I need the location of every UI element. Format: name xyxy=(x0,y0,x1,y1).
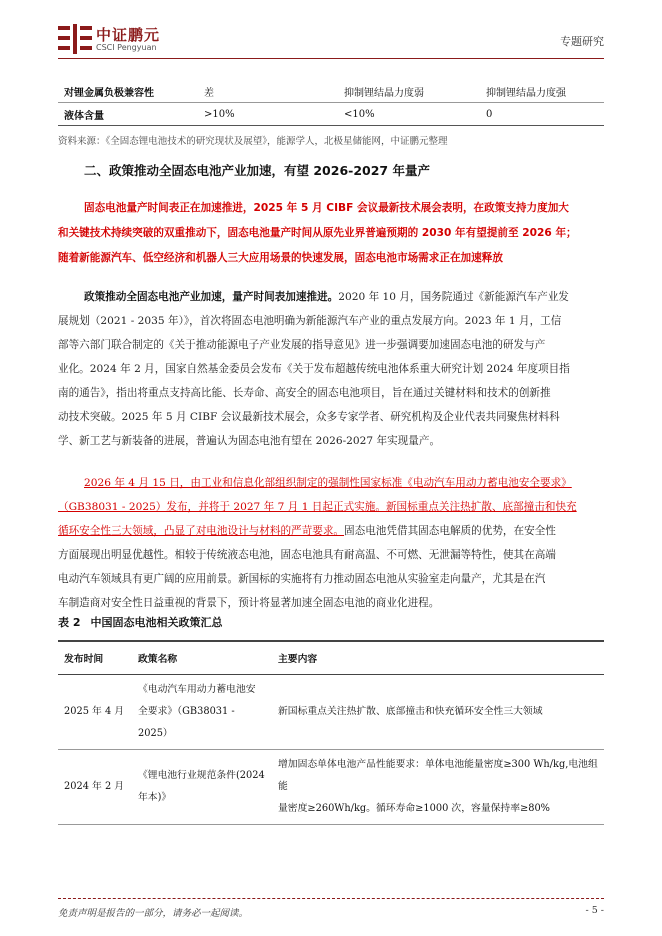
column-header: 政策名称 xyxy=(132,641,272,675)
section-heading: 二、政策推动全固态电池产业加速，有望 2026-2027 年量产 xyxy=(84,163,430,178)
logo-text-en: CSCI Pengyuan xyxy=(96,43,157,52)
table-row xyxy=(58,103,604,126)
table-cell: 差 xyxy=(198,80,338,103)
table-cell xyxy=(272,750,604,825)
table-row xyxy=(58,675,604,750)
paragraph-line: 展规划（2021 - 2035 年）》，首次将固态电池明确为新能源汽车产业的重点发展方向。2023 年 1 月，工信 xyxy=(58,315,562,327)
paragraph-line: 车制造商对安全性日益重视的背景下，预计将显著加速全固态电池的商业化进程。 xyxy=(58,597,440,609)
table-row xyxy=(58,750,604,825)
paragraph-line: 电动汽车领域具有更广阔的应用前景。新国标的实施将有力推动固态电池从实验室走向量产，尤其是在汽 xyxy=(58,573,546,585)
source-note: 资料来源：《全固态锂电池技术的研究现状及展望》，能源学人，北极星储能网，中证鹏元整理 xyxy=(58,136,448,147)
cell-line: 新国标重点关注热扩散、底部撞击和快充循环安全性三大领域 xyxy=(278,706,543,717)
page-number: - 5 - xyxy=(585,905,604,916)
page-header xyxy=(0,0,662,60)
highlight-summary xyxy=(58,196,604,271)
highlight-line: 随着新能源汽车、低空经济和机器人三大应用场景的快速发展，固态电池市场需求正在加速释放 xyxy=(58,252,503,264)
cell-line: 增加固态单体电池产品性能要求：单体电池能量密度≥300 Wh/kg,电池组能 xyxy=(278,759,598,792)
table-cell xyxy=(132,750,272,825)
cell-line: 全要求》（GB38031 - 2025） xyxy=(138,706,235,739)
table-cell: 2025 年 4 月 xyxy=(58,675,132,750)
table-cell: >10% xyxy=(198,103,338,126)
table-cell xyxy=(272,675,604,750)
column-header: 主要内容 xyxy=(272,641,604,675)
table-cell xyxy=(132,675,272,750)
paragraph-policy xyxy=(58,285,604,453)
highlight-text: 2026 年 4 月 15 日，由工业和信息化部组织制定的强制性国家标准《电动汽车用动力蓄电池安全要求》 xyxy=(84,477,572,489)
table-cell: 2024 年 2 月 xyxy=(58,750,132,825)
cell-line: 量密度≥260Wh/kg。循环寿命≥1000 次，容量保持率≥80% xyxy=(278,803,550,814)
highlight-text: （GB38031 - 2025）发布，并将于 2027 年 7 月 1 日起正式实施。新国标重点关注热扩散、底部撞击和快充 xyxy=(58,501,577,513)
logo-text-cn: 中证鹏元 xyxy=(96,26,161,44)
table-cell: <10% xyxy=(338,103,480,126)
table-cell: 抑制锂结晶力度弱 xyxy=(338,80,480,103)
highlight-line: 固态电池量产时间表正在加速推进，2025 年 5 月 CIBF 会议最新技术展会表明，在政策支持力度加大 xyxy=(84,202,569,214)
paragraph-lead: 政策推动全固态电池产业加速，量产时间表加速推进。 xyxy=(84,291,339,303)
table-row xyxy=(58,80,604,103)
table-cell: 抑制锂结晶力度强 xyxy=(480,80,604,103)
table-cell: 对锂金属负极兼容性 xyxy=(58,80,198,103)
cell-line: 《锂电池行业规范条件(2024 xyxy=(138,770,265,781)
table-header-row xyxy=(58,641,604,675)
disclaimer: 免责声明是报告的一部分，请务必一起阅读。 xyxy=(58,908,249,919)
paragraph-line: 南的通告》，指出将重点支持高比能、长寿命、高安全的固态电池项目，旨在通过关键材料和技术的创新推 xyxy=(58,387,551,399)
table-cell: 液体含量 xyxy=(58,103,198,126)
comparison-table xyxy=(58,80,604,126)
column-header: 发布时间 xyxy=(58,641,132,675)
cell-line: 《电动汽车用动力蓄电池安 xyxy=(138,684,256,695)
paragraph-text: 固态电池凭借其固态电解质的优势，在安全性 xyxy=(344,525,556,537)
table-title: 中国固态电池相关政策汇总 xyxy=(90,616,223,629)
footer-divider xyxy=(58,898,604,899)
highlight-text: 循环安全性三大领域，凸显了对电池设计与材料的严苛要求。 xyxy=(58,525,345,537)
cell-line: 年本)》 xyxy=(138,792,172,803)
paragraph-line: 部等六部门联合制定的《关于推动能源电子产业发展的指导意见》进一步强调要加速固态电池的研发与产 xyxy=(58,339,546,351)
table-cell: 0 xyxy=(480,103,604,126)
paragraph-line: 学、新工艺与新装备的进展，普遍认为固态电池有望在 2026-2027 年实现量产。 xyxy=(58,435,441,447)
policy-table xyxy=(58,640,604,825)
paragraph-line: 方面展现出明显优越性。相较于传统液态电池，固态电池具有耐高温、不可燃、无泄漏等特性，使其在高端 xyxy=(58,549,556,561)
report-section-label: 专题研究 xyxy=(560,35,604,48)
header-divider xyxy=(58,58,604,59)
highlight-line: 和关键技术持续突破的双重推动下，固态电池量产时间从原先业界普遍预期的 2030 年有望提前至 2026 年； xyxy=(58,227,577,239)
table-caption xyxy=(58,614,232,630)
logo-icon xyxy=(58,24,92,54)
paragraph-line: 动技术突破。2025 年 5 月 CIBF 会议最新技术展会，众多专家学者、研究机构及企业代表共同聚焦材料科 xyxy=(58,411,560,423)
paragraph-text: 2020 年 10 月，国务院通过《新能源汽车产业发 xyxy=(338,291,569,303)
table-number: 表 2 xyxy=(58,616,81,629)
paragraph-line: 业化。2024 年 2 月，国家自然基金委员会发布《关于发布超越传统电池体系重大研究计划 2024 年度项目指 xyxy=(58,363,570,375)
paragraph-standard xyxy=(58,471,604,615)
